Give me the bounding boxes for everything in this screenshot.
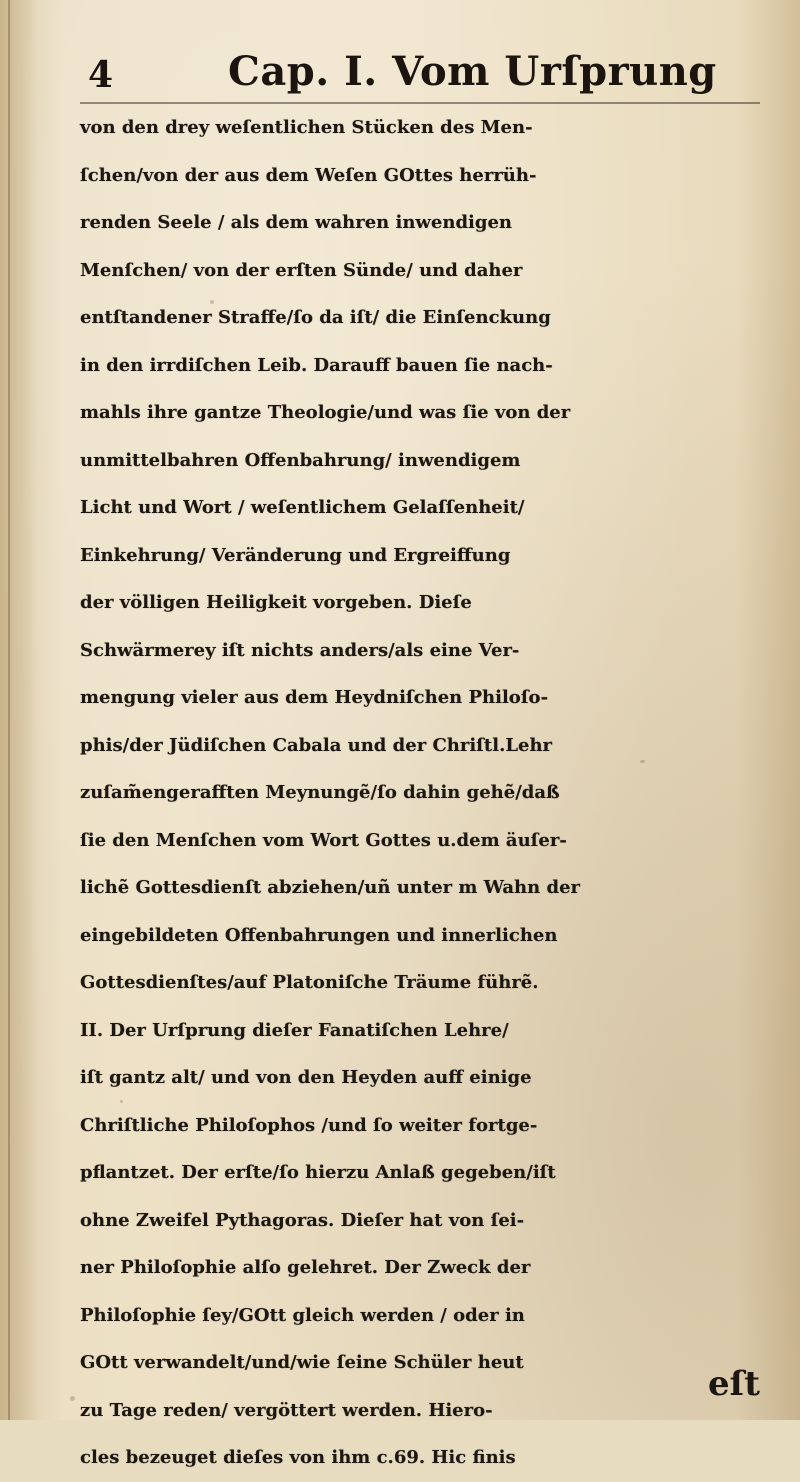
text-line: phis/der Jüdiſchen Cabala und der Chriſtl.Lehr: [80, 734, 553, 756]
text-line: ner Philoſophie alſo gelehret. Der Zweck der: [80, 1257, 531, 1278]
running-head: [80, 44, 760, 96]
text-line: pflantzet. Der erſte/ſo hierzu Anlaß gegeben/iſt: [80, 1162, 556, 1183]
text-line: ohne Zweifel Pythagoras. Dieſer hat von ſei-: [80, 1209, 525, 1231]
text-line: Chriſtliche Philoſophos /und ſo weiter fortge-: [80, 1114, 538, 1136]
text-line: cles bezeuget dieſes von ihm c.69. Hic finis: [80, 1447, 516, 1468]
text-line: eingebildeten Offenbahrungen und innerlichen: [80, 924, 558, 946]
page-edge-shadow: [0, 0, 38, 1420]
text-line: mahls ihre gantze Theologie/und was ſie von der: [80, 402, 571, 423]
text-line: der völligen Heiligkeit vorgeben. Dieſe: [80, 592, 472, 613]
text-line: von den drey weſentlichen Stücken des Men-: [80, 117, 533, 138]
chapter-heading: Cap. I. Vom Urſprung: [228, 48, 717, 95]
text-line: entſtandener Straffe/ſo da iſt/ die Einſenckung: [80, 307, 551, 328]
text-line: in den irrdiſchen Leib. Darauff bauen ſie nach-: [80, 354, 553, 376]
body-text: [80, 104, 780, 1482]
text-line: Philoſophie ſey/GOtt gleich werden / oder in: [80, 1304, 525, 1326]
text-line: zu Tage reden/ vergöttert werden. Hiero-: [80, 1399, 493, 1421]
text-line: mengung vieler aus dem Heydniſchen Philoſo-: [80, 687, 549, 708]
text-line: Licht und Wort / weſentlichem Gelaſſenheit/: [80, 497, 525, 518]
text-line: Gottesdienſtes/auf Platoniſche Träume führẽ.: [80, 972, 539, 993]
text-line: iſt gantz alt/ und von den Heyden auff einige: [80, 1067, 532, 1088]
page-fold-line: [8, 0, 10, 1420]
text-line: lichẽ Gottesdienſt abziehen/uñ unter m Wahn der: [80, 877, 581, 898]
text-line: Einkehrung/ Veränderung und Ergreiffung: [80, 544, 511, 566]
text-line: Schwärmerey iſt nichts anders/als eine Ver-: [80, 639, 520, 661]
text-line: II. Der Urſprung dieſer Fanatiſchen Lehre/: [80, 1019, 509, 1041]
paper-speck: [70, 1396, 75, 1401]
text-line: GOtt verwandelt/und/wie ſeine Schüler heut: [80, 1352, 524, 1373]
text-line: renden Seele / als dem wahren inwendigen: [80, 212, 513, 233]
text-line: ſchen/von der aus dem Weſen GOttes herrüh-: [80, 164, 537, 186]
text-line: unmittelbahren Offenbahrung/ inwendigem: [80, 449, 521, 471]
text-line: Menſchen/ von der erſten Sünde/ und daher: [80, 259, 523, 281]
text-line: zuſam̃engerafften Meynungẽ/ſo dahin gehẽ/daß: [80, 782, 560, 803]
text-line: ſie den Menſchen vom Wort Gottes u.dem äuſer-: [80, 829, 567, 851]
page-number: 4: [88, 54, 114, 96]
catchword: eſt: [708, 1364, 760, 1404]
